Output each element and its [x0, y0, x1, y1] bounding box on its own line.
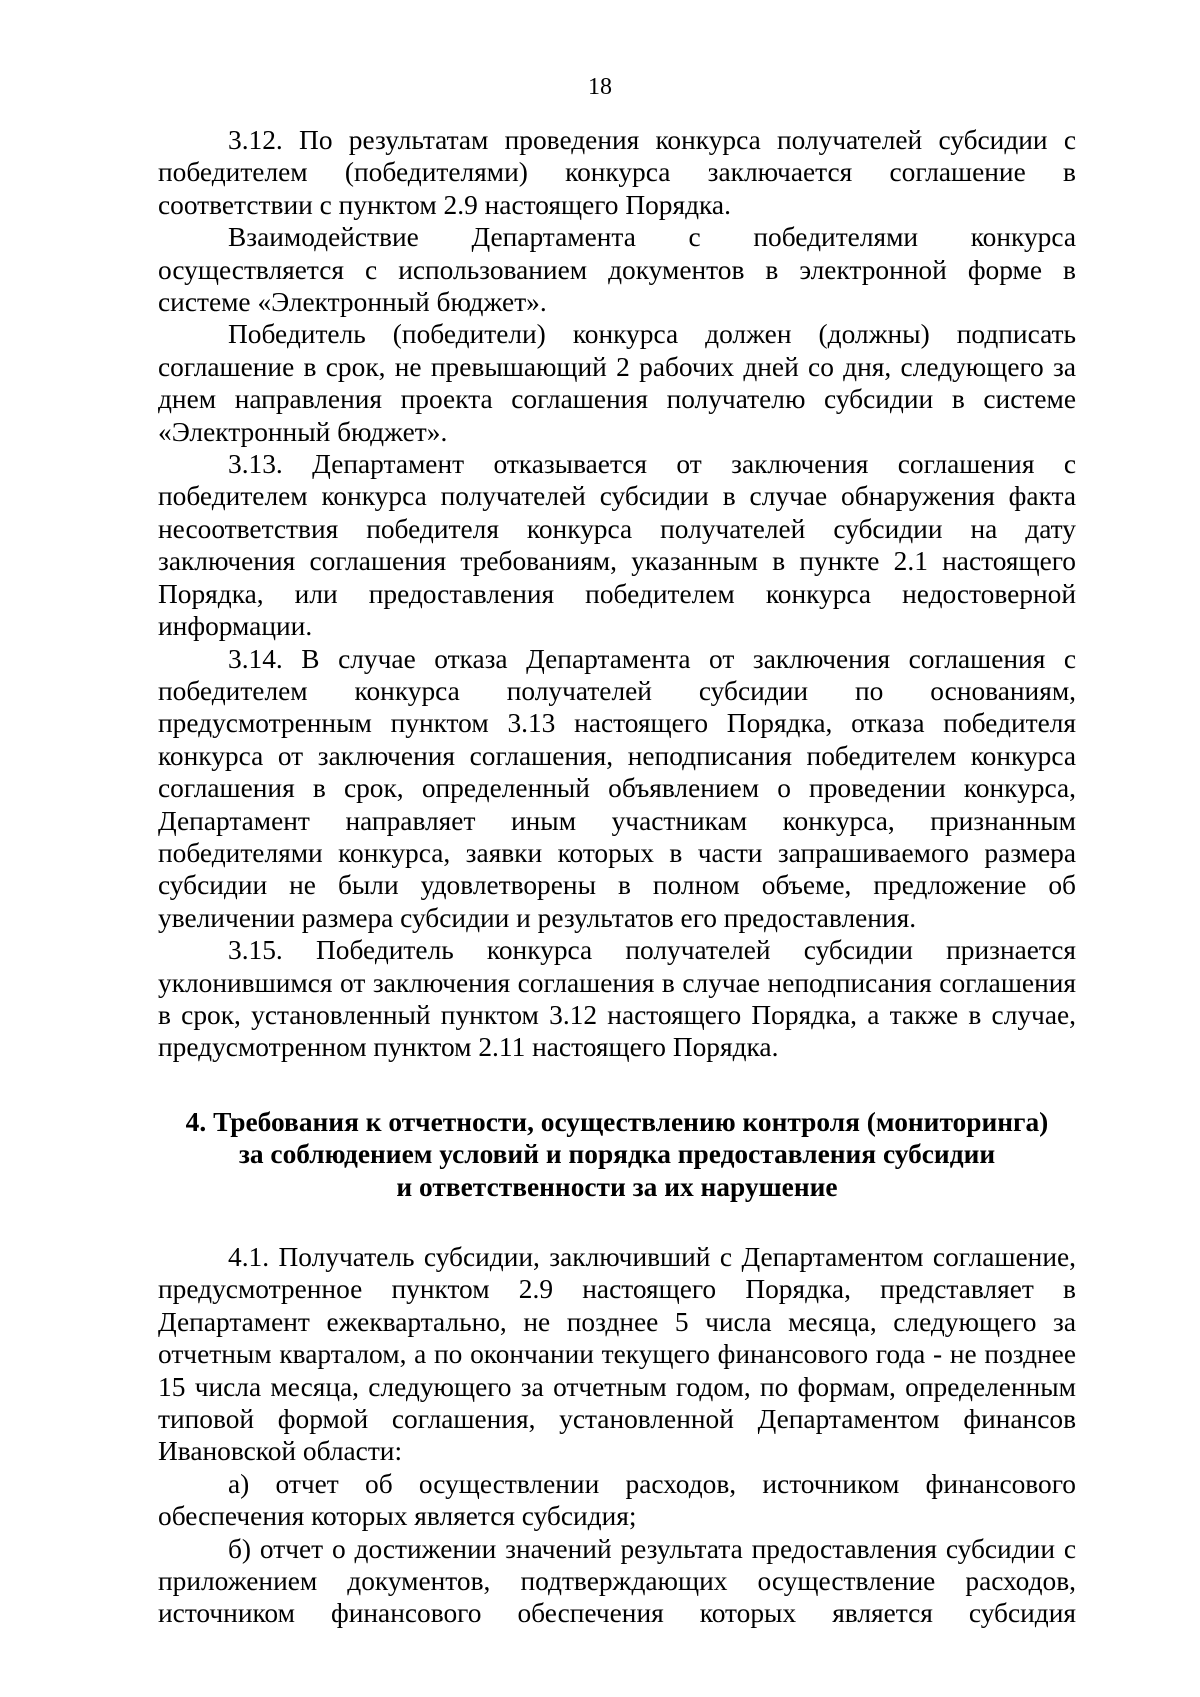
paragraph-winner-signing: Победитель (победители) конкурса должен (должны) подписать соглашение в срок, не превышающий 2 рабочих дней со дня, следующего за днем направления проекта соглашения получателю субсидии в системе «Электронный бюджет». — [158, 319, 1076, 447]
paragraph-4-1: 4.1. Получатель субсидии, заключивший с Департаментом соглашение, предусмотренное пунктом 2.9 настоящего Порядка, представляет в Департамент ежеквартально, не позднее 5 числа месяца, следующего за отчетным кварталом, а по окончании текущего финансового года - не позднее 15 числа месяца, следующего за отчетным годом, по формам, определенным типовой формой соглашения, установленной Департаментом финансов Ивановской области: — [158, 1242, 1076, 1467]
paragraph-interaction: Взаимодействие Департамента с победителями конкурса осуществляется с использованием документов в электронной форме в системе «Электронный бюджет». — [158, 222, 1076, 318]
document-body — [158, 124, 1076, 1630]
page-number: 18 — [588, 74, 612, 100]
paragraph-3-12: 3.12. По результатам проведения конкурса получателей субсидии с победителем (победителями) конкурса заключается соглашение в соответствии с пунктом 2.9 настоящего Порядка. — [158, 125, 1076, 220]
section-heading-line-1: 4. Требования к отчетности, осуществлению контроля (мониторинга) — [185, 1106, 1049, 1137]
section-heading-line-3: и ответственности за их нарушение — [396, 1171, 838, 1202]
paragraph-item-b: б) отчет о достижении значений результата предоставления субсидии с приложением документов, подтверждающих осуществление расходов, источником финансового обеспечения которых является субсидия — [158, 1533, 1076, 1629]
section-4-heading — [158, 1106, 1076, 1203]
paragraph-3-13: 3.13. Департамент отказывается от заключения соглашения с победителем конкурса получателей субсидии в случае обнаружения факта несоответствия победителя конкурса получателей субсидии на дату заключения соглашения требованиям, указанным в пункте 2.1 настоящего Порядка, или предоставления победителем конкурса недостоверной информации. — [158, 449, 1076, 642]
paragraph-3-14: 3.14. В случае отказа Департамента от заключения соглашения с победителем конкурса получателей субсидии по основаниям, предусмотренным пунктом 3.13 настоящего Порядка, отказа победителя конкурса от заключения соглашения, неподписания победителем конкурса соглашения в срок, определенный объявлением о проведении конкурса, Департамент направляет иным участникам конкурса, признанным победителями конкурса, заявки которых в части запрашиваемого размера субсидии не были удовлетворены в полном объеме, предложение об увеличении размера субсидии и результатов его предоставления. — [158, 643, 1076, 933]
paragraph-3-15: 3.15. Победитель конкурса получателей субсидии признается уклонившимся от заключения соглашения в случае неподписания соглашения в срок, установленный пунктом 3.12 настоящего Порядка, а также в случае, предусмотренном пунктом 2.11 настоящего Порядка. — [158, 935, 1076, 1063]
section-heading-line-2: за соблюдением условий и порядка предоставления субсидии — [238, 1139, 996, 1170]
paragraph-item-a: а) отчет об осуществлении расходов, источником финансового обеспечения которых является субсидия; — [158, 1468, 1076, 1532]
